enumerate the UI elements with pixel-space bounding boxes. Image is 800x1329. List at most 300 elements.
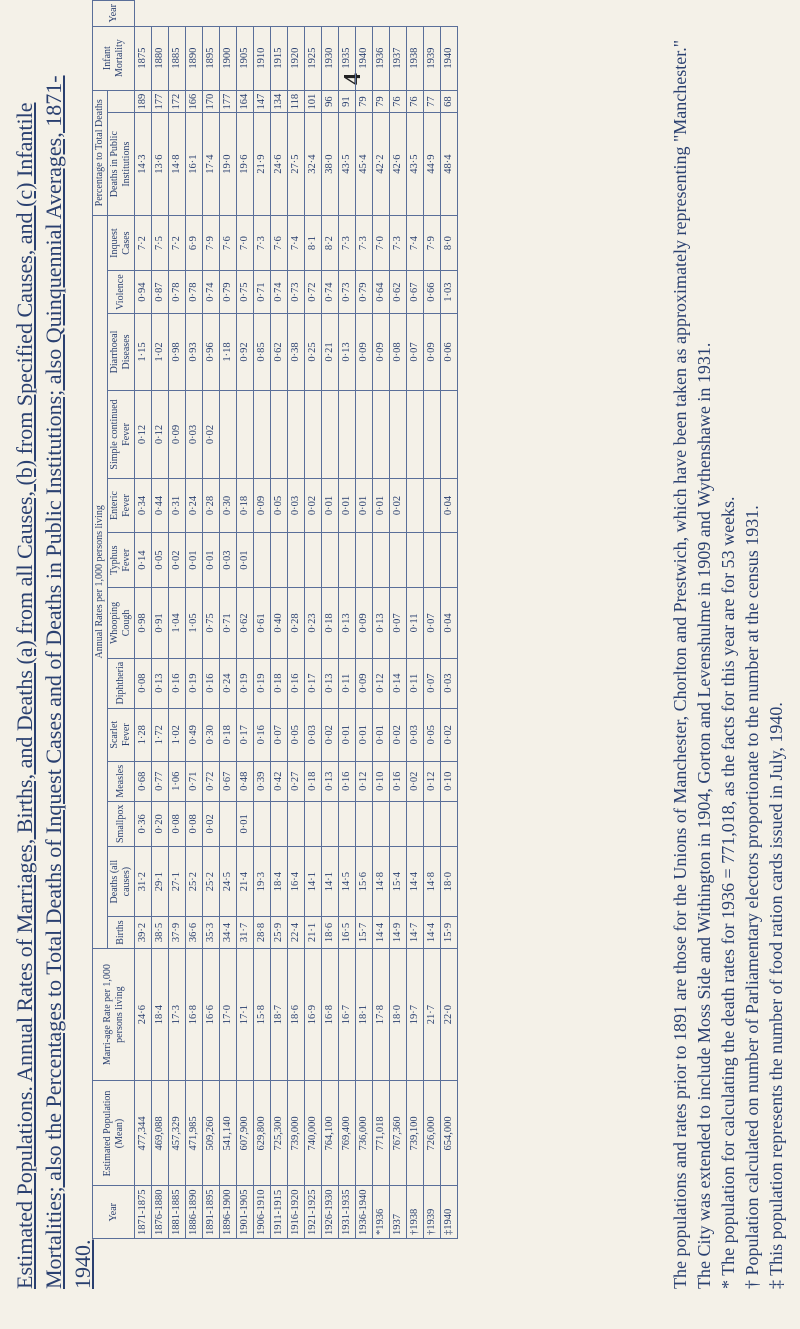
table-cell-im: 101: [305, 90, 322, 113]
table-cell-im: 118: [288, 90, 305, 113]
table-cell-me: 0·67: [220, 761, 237, 801]
table-cell-dp: 24·6: [271, 113, 288, 215]
table-cell-sp: 0·08: [169, 801, 186, 846]
table-cell-ig: 6·9: [186, 215, 203, 270]
table-cell-sc: [271, 391, 288, 479]
table-cell-ig: 7·2: [135, 215, 152, 270]
table-cell-en: 0·01: [339, 478, 356, 532]
table-cell-im: 134: [271, 90, 288, 113]
table-cell-death: 31·2: [135, 847, 152, 917]
table-cell-ig: 7·5: [152, 215, 169, 270]
table-cell-yr2: 1910: [254, 26, 271, 90]
table-cell-ty: [373, 533, 390, 588]
table-cell-yr2: 1939: [424, 26, 441, 90]
table-cell-en: 0·09: [254, 478, 271, 532]
table-cell-sc: 0·09: [169, 391, 186, 479]
table-cell-im: 77: [424, 90, 441, 113]
table-cell-ig: 7·9: [424, 215, 441, 270]
table-cell-dp: 32·4: [305, 113, 322, 215]
table-cell-ty: 0·03: [220, 533, 237, 588]
table-cell-pop: 509,260: [203, 1081, 220, 1186]
table-cell-im: 166: [186, 90, 203, 113]
table-cell-sp: [339, 801, 356, 846]
table-cell-vi: 0·67: [407, 271, 424, 314]
col-diphtheria: Diphtheria: [108, 658, 135, 708]
table-cell-vi: 0·66: [424, 271, 441, 314]
table-cell-sf: 0·18: [220, 708, 237, 761]
table-cell-vi: 0·64: [373, 271, 390, 314]
table-cell-vi: 0·73: [339, 271, 356, 314]
table-cell-birth: 28·8: [254, 917, 271, 948]
title-text: Estimated Populations. Annual Rates of Marriages, Births, and Deaths (a) from all Causes, (b) from Specified Causes, and (c) Infantile Mortalities; also the Percentages to Total Deaths of Inquest Cases and of Deaths in Public Institutions; also Quinquennial Averages, 1871-1940.: [12, 75, 95, 1289]
table-cell-mar: 17·3: [169, 948, 186, 1081]
table-cell-sp: [288, 801, 305, 846]
table-cell-pop: 654,000: [441, 1081, 458, 1186]
col-year: Year: [93, 1186, 135, 1239]
table-cell-im: 96: [322, 90, 339, 113]
table-cell-dd: 0·92: [237, 313, 254, 390]
col-institutions: Deaths in Public Institutions: [108, 113, 135, 215]
table-cell-year: †1939: [424, 1186, 441, 1239]
table-cell-pop: 740,000: [305, 1081, 322, 1186]
table-cell-ig: 7·3: [339, 215, 356, 270]
table-cell-vi: 1·03: [441, 271, 458, 314]
table-cell-wc: 0·07: [390, 588, 407, 659]
table-cell-sc: [390, 391, 407, 479]
table-cell-dd: 0·21: [322, 313, 339, 390]
table-cell-wc: 0·75: [203, 588, 220, 659]
table-cell-dd: 0·85: [254, 313, 271, 390]
table-cell-me: 0·27: [288, 761, 305, 801]
table-cell-death: 15·4: [390, 847, 407, 917]
table-cell-sp: [441, 801, 458, 846]
table-cell-birth: 34·4: [220, 917, 237, 948]
table-cell-dd: 0·09: [373, 313, 390, 390]
table-cell-im: 76: [390, 90, 407, 113]
col-population: Estimated Population (Mean): [93, 1081, 135, 1186]
table-cell-pop: 736,000: [356, 1081, 373, 1186]
table-cell-im: 79: [356, 90, 373, 113]
table-cell-yr2: 1925: [305, 26, 322, 90]
col-whooping: Whooping Cough: [108, 588, 135, 659]
table-cell-sf: 0·03: [305, 708, 322, 761]
table-cell-im: 172: [169, 90, 186, 113]
table-cell-death: 21·4: [237, 847, 254, 917]
table-cell-death: 18·0: [441, 847, 458, 917]
header-row: [93, 1, 108, 1239]
table-cell-sp: 0·08: [186, 801, 203, 846]
table-cell-ig: 8·2: [322, 215, 339, 270]
table-cell-pop: 726,000: [424, 1081, 441, 1186]
table-cell-year: 1921-1925: [305, 1186, 322, 1239]
table-cell-dd: 0·07: [407, 313, 424, 390]
table-cell-year: 1926-1930: [322, 1186, 339, 1239]
table-cell-sc: [424, 391, 441, 479]
table-cell-wc: 0·13: [339, 588, 356, 659]
table-cell-sf: 0·02: [441, 708, 458, 761]
table-cell-sf: 0·01: [373, 708, 390, 761]
table-cell-wc: 0·98: [135, 588, 152, 659]
table-cell-death: 14·4: [407, 847, 424, 917]
table-cell-wc: 0·28: [288, 588, 305, 659]
table-cell-death: 19·3: [254, 847, 271, 917]
table-cell-me: 0·12: [356, 761, 373, 801]
table-cell-di: 0·07: [424, 658, 441, 708]
table-cell-year: 1871-1875: [135, 1186, 152, 1239]
table-cell-di: 0·03: [441, 658, 458, 708]
table-cell-me: 0·18: [305, 761, 322, 801]
table-cell-di: 0·11: [407, 658, 424, 708]
table-cell-sc: [254, 391, 271, 479]
table-cell-sc: 0·03: [186, 391, 203, 479]
table-cell-im: 177: [152, 90, 169, 113]
table-cell-dd: 0·93: [186, 313, 203, 390]
col-diarrhoeal: Diarrhoeal Diseases: [108, 313, 135, 390]
table-row: [169, 1, 186, 1239]
table-row: [186, 1, 203, 1239]
table-cell-dd: 0·25: [305, 313, 322, 390]
table-cell-dp: 14·8: [169, 113, 186, 215]
table-cell-yr2: 1885: [169, 26, 186, 90]
footnote: The populations and rates prior to 1891 are those for the Unions of Manchester, Chorlton and Prestwich, which have been taken as approximately representing "Manchester." The City was extended to include Moss Side and Withington in 1904, Gorton and Levenshulme in 1909 and Wythenshawe in 1931.: [670, 39, 714, 1289]
table-cell-mar: 19·7: [407, 948, 424, 1081]
table-cell-pop: 471,985: [186, 1081, 203, 1186]
table-row: [373, 1, 390, 1239]
table-cell-sc: 0·12: [135, 391, 152, 479]
table-cell-dp: 38·0: [322, 113, 339, 215]
table-cell-wc: 0·62: [237, 588, 254, 659]
table-cell-mar: 22·0: [441, 948, 458, 1081]
table-cell-vi: 0·74: [203, 271, 220, 314]
table-cell-dp: 17·4: [203, 113, 220, 215]
table-cell-pop: 477,344: [135, 1081, 152, 1186]
table-cell-yr2: 1938: [407, 26, 424, 90]
table-cell-yr2: 1905: [237, 26, 254, 90]
table-cell-wc: 0·13: [373, 588, 390, 659]
table-cell-sc: [356, 391, 373, 479]
table-cell-di: 0·19: [237, 658, 254, 708]
statistics-table: [92, 0, 458, 1239]
table-cell-dp: 21·9: [254, 113, 271, 215]
table-cell-ty: 0·01: [186, 533, 203, 588]
table-cell-dd: 0·62: [271, 313, 288, 390]
table-cell-death: 27·1: [169, 847, 186, 917]
table-cell-en: [424, 478, 441, 532]
table-cell-ig: 7·0: [373, 215, 390, 270]
table-cell-wc: 0·09: [356, 588, 373, 659]
table-cell-sf: 0·02: [390, 708, 407, 761]
table-cell-wc: 0·18: [322, 588, 339, 659]
table-cell-year: 1901-1905: [237, 1186, 254, 1239]
table-cell-di: 0·12: [373, 658, 390, 708]
table-cell-im: 170: [203, 90, 220, 113]
table-cell-ig: 7·9: [203, 215, 220, 270]
table-cell-death: 15·6: [356, 847, 373, 917]
table-cell-dp: 42·6: [390, 113, 407, 215]
table-cell-mar: 16·6: [203, 948, 220, 1081]
table-row: [220, 1, 237, 1239]
table-cell-dd: 1·18: [220, 313, 237, 390]
col-deaths: Deaths (all causes): [108, 847, 135, 917]
table-cell-birth: 21·1: [305, 917, 322, 948]
table-cell-sp: 0·01: [237, 801, 254, 846]
table-cell-ty: 0·01: [203, 533, 220, 588]
table-cell-vi: 0·62: [390, 271, 407, 314]
table-cell-sc: [322, 391, 339, 479]
table-cell-death: 14·8: [424, 847, 441, 917]
table-cell-yr2: 1875: [135, 26, 152, 90]
table-cell-year: 1881-1885: [169, 1186, 186, 1239]
table-cell-dp: 48·4: [441, 113, 458, 215]
table-cell-ty: [441, 533, 458, 588]
table-cell-ig: 7·2: [169, 215, 186, 270]
table-cell-ig: 7·6: [271, 215, 288, 270]
table-cell-sp: [356, 801, 373, 846]
table-cell-dp: 43·5: [407, 113, 424, 215]
table-cell-mar: 21·7: [424, 948, 441, 1081]
col-typhus: Typhus Fever: [108, 533, 135, 588]
table-cell-en: 0·34: [135, 478, 152, 532]
table-cell-sp: [373, 801, 390, 846]
col-group-percent: Percentage to Total Deaths: [93, 90, 108, 215]
col-smallpox: Smallpox: [108, 801, 135, 846]
table-row: [407, 1, 424, 1239]
table-cell-mar: 17·0: [220, 948, 237, 1081]
table-row: [271, 1, 288, 1239]
table-cell-en: 0·01: [356, 478, 373, 532]
table-row: [135, 1, 152, 1239]
table-cell-dp: 27·5: [288, 113, 305, 215]
table-cell-vi: 0·79: [356, 271, 373, 314]
col-measles: Measles: [108, 761, 135, 801]
col-enteric: Enteric Fever: [108, 478, 135, 532]
table-cell-di: 0·11: [339, 658, 356, 708]
col-births: Births: [108, 917, 135, 948]
table-cell-birth: 14·7: [407, 917, 424, 948]
table-cell-sp: [254, 801, 271, 846]
table-cell-dd: 0·38: [288, 313, 305, 390]
table-cell-yr2: 1940: [441, 26, 458, 90]
table-cell-vi: 0·72: [305, 271, 322, 314]
col-group-annual: Annual Rates per 1,000 persons living: [93, 215, 108, 948]
footnote: ‡ This population represents the number of food ration cards issued in July, 1940.: [766, 702, 786, 1289]
table-cell-en: 0·02: [305, 478, 322, 532]
table-cell-mar: 15·8: [254, 948, 271, 1081]
table-cell-me: 0·39: [254, 761, 271, 801]
col-simple: Simple continued Fever: [108, 391, 135, 479]
page-title: [10, 29, 97, 1289]
table-cell-me: 0·42: [271, 761, 288, 801]
table-cell-year: 1891-1895: [203, 1186, 220, 1239]
table-cell-en: 0·01: [322, 478, 339, 532]
table-cell-ig: 7·6: [220, 215, 237, 270]
table-row: [305, 1, 322, 1239]
table-cell-sf: 0·17: [237, 708, 254, 761]
table-cell-di: 0·08: [135, 658, 152, 708]
table-cell-dp: 16·1: [186, 113, 203, 215]
table-cell-sp: [305, 801, 322, 846]
table-cell-year: 1936-1940: [356, 1186, 373, 1239]
table-row: [356, 1, 373, 1239]
table-cell-wc: 1·05: [186, 588, 203, 659]
table-cell-wc: 0·40: [271, 588, 288, 659]
table-cell-en: 0·02: [390, 478, 407, 532]
table-cell-me: 1·06: [169, 761, 186, 801]
table-cell-sf: 0·30: [203, 708, 220, 761]
table-cell-dp: 44·9: [424, 113, 441, 215]
table-cell-vi: 0·71: [254, 271, 271, 314]
table-cell-death: 25·2: [203, 847, 220, 917]
table-cell-sf: 0·02: [322, 708, 339, 761]
table-cell-ty: [288, 533, 305, 588]
table-cell-birth: 14·4: [424, 917, 441, 948]
table-cell-en: [407, 478, 424, 532]
table-cell-birth: 38·5: [152, 917, 169, 948]
table-cell-sf: 0·07: [271, 708, 288, 761]
table-cell-sc: [288, 391, 305, 479]
footnote: † Population calculated on number of Parliamentary electors proportionate to the number at the census 1931.: [742, 505, 762, 1289]
table-cell-birth: 22·4: [288, 917, 305, 948]
table-cell-birth: 39·2: [135, 917, 152, 948]
table-cell-me: 0·71: [186, 761, 203, 801]
table-cell-im: 164: [237, 90, 254, 113]
table-cell-sf: 0·49: [186, 708, 203, 761]
table-cell-vi: 0·75: [237, 271, 254, 314]
col-inquest: Inquest Cases: [108, 215, 135, 270]
table-cell-sf: 1·72: [152, 708, 169, 761]
table-cell-sc: [373, 391, 390, 479]
table-cell-mar: 16·8: [186, 948, 203, 1081]
table-row: [339, 1, 356, 1239]
table-cell-im: 76: [407, 90, 424, 113]
col-marriage: Marri-age Rate per 1,000 persons living: [93, 948, 135, 1081]
table-cell-im: 91: [339, 90, 356, 113]
table-cell-ig: 7·4: [288, 215, 305, 270]
table-row: [322, 1, 339, 1239]
table-cell-sc: [339, 391, 356, 479]
table-cell-yr2: 1900: [220, 26, 237, 90]
table-row: [390, 1, 407, 1239]
table-cell-yr2: 1915: [271, 26, 288, 90]
table-cell-me: 0·10: [373, 761, 390, 801]
table-cell-birth: 14·9: [390, 917, 407, 948]
table-cell-ig: 7·3: [356, 215, 373, 270]
table-cell-di: 0·09: [356, 658, 373, 708]
table-cell-sp: 0·02: [203, 801, 220, 846]
table-cell-sc: [220, 391, 237, 479]
col-scarlet: Scarlet Fever: [108, 708, 135, 761]
table-row: [424, 1, 441, 1239]
table-cell-pop: 767,360: [390, 1081, 407, 1186]
table-cell-yr2: 1880: [152, 26, 169, 90]
table-cell-me: 0·02: [407, 761, 424, 801]
table-cell-death: 24·5: [220, 847, 237, 917]
table-cell-di: 0·19: [254, 658, 271, 708]
table-cell-sf: 1·28: [135, 708, 152, 761]
table-cell-vi: 0·73: [288, 271, 305, 314]
table-cell-ty: [271, 533, 288, 588]
table-cell-pop: 457,329: [169, 1081, 186, 1186]
table-cell-di: 0·19: [186, 658, 203, 708]
table-row: [203, 1, 220, 1239]
table-cell-vi: 0·78: [186, 271, 203, 314]
table-cell-vi: 0·78: [169, 271, 186, 314]
table-cell-death: 14·8: [373, 847, 390, 917]
table-cell-di: 0·16: [169, 658, 186, 708]
table-cell-di: 0·18: [271, 658, 288, 708]
table-cell-sp: [220, 801, 237, 846]
table-cell-yr2: 1940: [356, 26, 373, 90]
table-cell-year: 1937: [390, 1186, 407, 1239]
table-cell-birth: 15·9: [441, 917, 458, 948]
table-cell-birth: 18·6: [322, 917, 339, 948]
table-cell-death: 25·2: [186, 847, 203, 917]
table-cell-ig: 8·1: [305, 215, 322, 270]
table-cell-di: 0·17: [305, 658, 322, 708]
table-cell-year: ‡1940: [441, 1186, 458, 1239]
table-cell-me: 0·77: [152, 761, 169, 801]
table-cell-birth: 14·4: [373, 917, 390, 948]
table-cell-ty: [322, 533, 339, 588]
table-cell-wc: 0·23: [305, 588, 322, 659]
table-cell-dp: 19·6: [237, 113, 254, 215]
table-cell-en: 0·04: [441, 478, 458, 532]
table-cell-dd: 0·09: [424, 313, 441, 390]
table-cell-sf: 0·01: [356, 708, 373, 761]
table-cell-year: 1876-1880: [152, 1186, 169, 1239]
table-cell-me: 0·16: [390, 761, 407, 801]
table-cell-ty: [407, 533, 424, 588]
table-cell-sf: 0·16: [254, 708, 271, 761]
table-cell-sp: [424, 801, 441, 846]
table-cell-year: *1936: [373, 1186, 390, 1239]
table-cell-im: 147: [254, 90, 271, 113]
table-cell-me: 0·10: [441, 761, 458, 801]
table-cell-sf: 0·03: [407, 708, 424, 761]
page-number: 4: [340, 73, 366, 85]
table-cell-vi: 0·74: [271, 271, 288, 314]
footnotes: [668, 29, 788, 1289]
table-cell-sc: [237, 391, 254, 479]
table-cell-im: 177: [220, 90, 237, 113]
table-row: [441, 1, 458, 1239]
table-cell-wc: 0·04: [441, 588, 458, 659]
table-cell-dp: 45·4: [356, 113, 373, 215]
table-cell-mar: 24·6: [135, 948, 152, 1081]
table-cell-dd: 0·09: [356, 313, 373, 390]
table-cell-birth: 36·6: [186, 917, 203, 948]
table-cell-yr2: 1930: [322, 26, 339, 90]
table-cell-ty: [254, 533, 271, 588]
table-cell-dd: 1·02: [152, 313, 169, 390]
table-cell-sc: 0·02: [203, 391, 220, 479]
table-cell-ig: 7·3: [390, 215, 407, 270]
table-cell-pop: 739,000: [288, 1081, 305, 1186]
table-cell-birth: 25·9: [271, 917, 288, 948]
table-cell-me: 0·72: [203, 761, 220, 801]
table-cell-pop: 629,800: [254, 1081, 271, 1186]
table-cell-pop: 764,100: [322, 1081, 339, 1186]
table-cell-yr2: 1937: [390, 26, 407, 90]
table-cell-sf: 0·05: [424, 708, 441, 761]
col-violence: Violence: [108, 271, 135, 314]
table-cell-ty: 0·14: [135, 533, 152, 588]
table-cell-pop: 541,140: [220, 1081, 237, 1186]
table-cell-yr2: 1935: [339, 26, 356, 90]
table-cell-mar: 16·9: [305, 948, 322, 1081]
table-cell-wc: 0·91: [152, 588, 169, 659]
table-cell-wc: 0·07: [424, 588, 441, 659]
